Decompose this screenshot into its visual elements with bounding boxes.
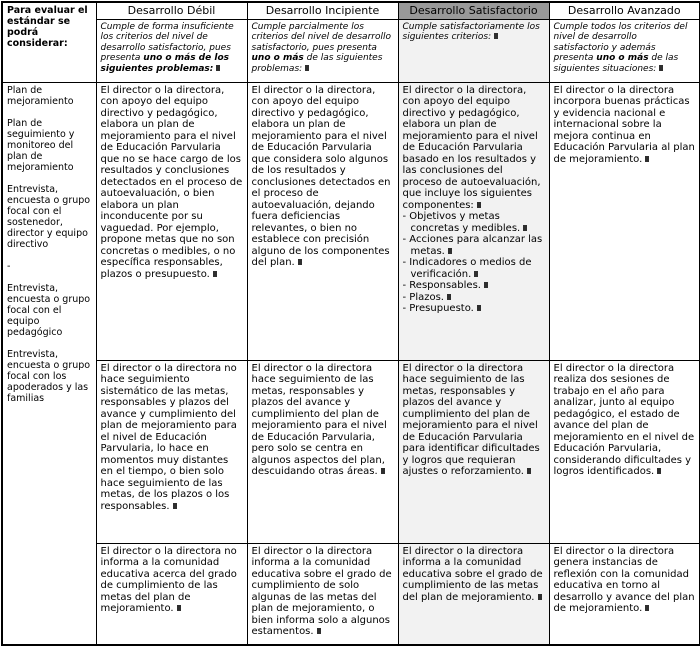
cell-debil-row3 <box>96 543 247 645</box>
desc-bold: uno o más de los siguientes problemas: <box>100 53 229 74</box>
cell-incipiente-row3 <box>247 543 398 645</box>
rubric-table <box>1 1 700 646</box>
cell-text: El director o la directora informa a la comunidad educativa sobre el grado de cumplimiento de solo algunas de las metas del plan de mejoramiento, o bien informa solo a algunos estamentos. <box>251 545 392 637</box>
desc-post: de las siguientes situaciones: <box>553 53 679 74</box>
cell-incipiente-row1 <box>247 82 398 360</box>
cell-avanzado-row2 <box>549 360 700 543</box>
cell-avanzado-row3 <box>549 543 700 645</box>
desc-pre: Cumple satisfactoriamente los siguientes criterios: <box>402 21 540 42</box>
desc-pre: Cumple todos los criterios del nivel de desarrollo satisfactorio y además presenta <box>553 21 688 63</box>
cell-text: El director o la directora no hace seguimiento sistemático de las metas, responsables y plazos del avance y cumplimiento del plan de mejoramiento para el nivel de Educación Parvularia, lo hace en momentos muy distantes en el tiempo, o bien solo hace seguimiento de las metas, de los plazos o los responsables. <box>101 363 243 513</box>
cell-text: El director o la directora informa a la comunidad educativa sobre el grado de cumplimiento de las metas del plan de mejoramiento. <box>402 545 543 603</box>
bullet-item: - Objetivos y metas concretas y medibles. <box>403 211 545 234</box>
cell-text: El director o la directora, con apoyo del equipo directivo y pedagógico, elabora un plan de mejoramiento para el nivel de Educación Parvularia que no se hace cargo de los resultados y conclusiones detectados en el proceso de autoevaluación, o bien elabora un plan inconducente por su vaguedad. Por ejemplo, propone metas que no son concretas o medibles, o no específica responsables, plazos o presupuesto. <box>100 84 243 280</box>
level-header-avanzado: Desarrollo Avanzado <box>549 2 700 19</box>
criteria-item: Entrevista, encuesta o grupo focal con el equipo pedagógico <box>7 282 91 338</box>
level-desc-satisfactorio <box>398 19 549 82</box>
cell-text: El director o la directora hace seguimiento de las metas, responsables y plazos del avance y cumplimiento del plan de mejoramiento para el nivel de Educación Parvularia, pero solo se centra en algunos aspectos del plan, descuidando otras áreas. <box>252 363 394 478</box>
cell-text: El director o la directora, con apoyo del equipo directivo y pedagógico, elabora un plan de mejoramiento para el nivel de Educación Parvularia basado en los resultados y las conclusiones del proceso de autoevaluación, que incluye los siguientes componentes: <box>403 85 545 212</box>
level-header-incipiente: Desarrollo Incipiente <box>247 2 398 19</box>
cell-text: El director o la directora, con apoyo del equipo directivo y pedagógico, elabora un plan de mejoramiento para el nivel de Educación Parvularia que considera solo algunos de los resultados y conclusiones detectados en el proceso de autoevaluación, dejando fuera deficiencias relevantes, o bien no establece con precisión alguno de los componentes del plan. <box>252 85 394 269</box>
cell-debil-row2 <box>96 360 247 543</box>
desc-bold: uno o más <box>251 53 304 63</box>
criteria-item-dash: - <box>7 260 11 272</box>
level-header-debil: Desarrollo Débil <box>96 2 247 19</box>
criteria-item: Plan de seguimiento y monitoreo del plan de mejoramiento <box>7 117 75 173</box>
cell-text: El director o la directora no informa a la comunidad educativa acerca del grado de cumplimiento de las metas del plan de mejoramiento. <box>101 546 243 615</box>
cell-debil-row1 <box>96 82 247 360</box>
cell-text: El director o la directora incorpora buenas prácticas y evidencia nacional e internacional sobre la mejora continua en Educación Parvularia al plan de mejoramiento. <box>553 84 695 165</box>
level-header-satisfactorio: Desarrollo Satisfactorio <box>398 2 549 19</box>
bullet-item: - Acciones para alcanzar las metas. <box>403 234 545 257</box>
cell-avanzado-row1 <box>549 82 700 360</box>
desc-bold: uno o más <box>596 53 649 63</box>
cell-satisfactorio-row1 <box>398 82 549 360</box>
criteria-header: Para evaluar el estándar se podrá considerar: <box>7 5 88 49</box>
bullet-item: - Indicadores o medios de verificación. <box>403 257 545 280</box>
bullet-item: - Responsables. <box>403 280 545 292</box>
cell-text: El director o la directora realiza dos sesiones de trabajo en el año para analizar, junto al equipo pedagógico, el estado de avance del plan de mejoramiento en el nivel de Educación Parvularia, considerando dificultades y logros identificados. <box>553 362 695 477</box>
cell-satisfactorio-row3 <box>398 543 549 645</box>
desc-pre: Cumple de forma insuficiente los criterios del nivel de desarrollo satisfactorio, pues presenta <box>100 21 234 63</box>
cell-text: El director o la directora hace seguimiento de las metas, responsables y plazos del avance y cumplimiento del plan de mejoramiento para el nivel de Educación Parvularia para identificar dificultades y logros que requieran ajustes o reforzamiento. <box>403 363 545 478</box>
bullet-item: - Plazos. <box>403 292 545 304</box>
cell-satisfactorio-row2 <box>398 360 549 543</box>
cell-text: El director o la directora genera instancias de reflexión con la comunidad educativa en torno al desarrollo y avance del plan de mejoramiento. <box>553 545 695 614</box>
cell-incipiente-row2 <box>247 360 398 543</box>
level-desc-avanzado <box>549 19 700 82</box>
bullet-item: - Presupuesto. <box>403 303 545 315</box>
level-desc-text <box>101 22 243 75</box>
level-desc-text <box>403 22 545 43</box>
desc-pre: Cumple parcialmente los criterios del nivel de desarrollo satisfactorio, pues presenta <box>251 21 391 53</box>
level-desc-debil <box>96 19 247 82</box>
desc-post: de las siguientes problemas: <box>251 53 383 74</box>
criteria-header-cell <box>2 2 96 82</box>
level-desc-text <box>252 22 394 75</box>
criteria-item: Plan de mejoramiento <box>7 84 74 107</box>
level-desc-text <box>554 22 696 75</box>
criteria-list-cell <box>2 82 96 645</box>
criteria-item: Entrevista, encuesta o grupo focal con el sostenedor, director y equipo directivo <box>7 183 91 250</box>
criteria-item: Entrevista, encuesta o grupo focal con los apoderados y las familias <box>7 348 91 404</box>
level-desc-incipiente <box>247 19 398 82</box>
